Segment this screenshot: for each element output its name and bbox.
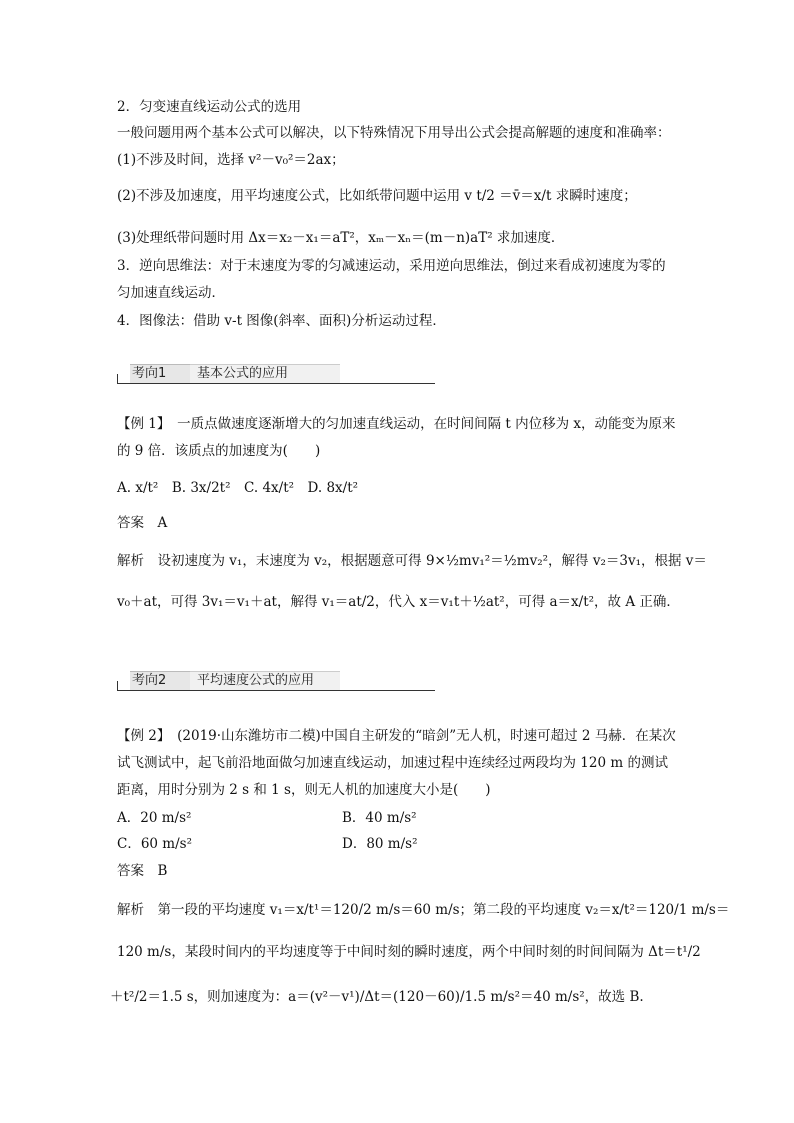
topic-1-header <box>117 361 435 385</box>
example-2-question-line3: 距离，用时分别为 2 s 和 1 s，则无人机的加速度大小是( ) <box>117 782 491 798</box>
example-2-option-d: D．80 m/s² <box>342 836 418 852</box>
example-2-solution-line3: ＋t²/2＝1.5 s，则加速度为：a＝(v²－v¹)/Δt＝(120－60)/1.5 m/s²＝40 m/s²，故选 B. <box>110 989 644 1005</box>
example-2-option-a: A．20 m/s² <box>117 810 192 826</box>
section-heading-3-line1: 3．逆向思维法：对于末速度为零的匀减速运动，采用逆向思维法，倒过来看成初速度为零的 <box>117 258 666 274</box>
topic-1-rule <box>117 383 435 384</box>
example-2-question-line1: 【例 2】 (2019·山东潍坊市二模)中国自主研发的“暗剑”无人机，时速可超过 2 马赫．在某次 <box>117 728 676 744</box>
topic-2-title: 平均速度公式的应用 <box>197 673 315 688</box>
topic-2-header <box>117 668 435 692</box>
example-2-option-b: B．40 m/s² <box>342 810 417 826</box>
example-2-answer: 答案 B <box>117 863 168 879</box>
section-heading-2: 2．匀变速直线运动公式的选用 <box>117 99 302 115</box>
example-2-solution-line2: 120 m/s，某段时间内的平均速度等于中间时刻的瞬时速度，两个中间时刻的时间间隔为 Δt＝t¹/2 <box>117 944 701 960</box>
topic-1-label: 考向1 <box>132 366 167 381</box>
example-1-solution-line1: 解析 设初速度为 v₁，末速度为 v₂，根据题意可得 9×½mv₁²＝½mv₂²，解得 v₂＝3v₁，根据 v＝ <box>117 553 707 569</box>
intro-text: 一般问题用两个基本公式可以解决，以下特殊情况下用导出公式会提高解题的速度和准确率： <box>117 125 671 141</box>
example-1-options: A. x/t² B. 3x/2t² C. 4x/t² D. 8x/t² <box>117 480 359 496</box>
example-2-solution-line1: 解析 第一段的平均速度 v₁＝x/t¹＝120/2 m/s＝60 m/s；第二段的平均速度 v₂＝x/t²＝120/1 m/s＝ <box>117 902 730 918</box>
example-2-question-line2: 试飞测试中，起飞前沿地面做匀加速直线运动，加速过程中连续经过两段均为 120 m 的测试 <box>117 755 668 771</box>
item-1: (1)不涉及时间，选择 v²－v₀²＝2ax； <box>117 152 345 168</box>
item-3: (3)处理纸带问题时用 Δx＝x₂－x₁＝aT²，xₘ－xₙ＝(m－n)aT² 求加速度． <box>117 230 565 246</box>
example-1-question-line2: 的 9 倍．该质点的加速度为( ) <box>117 443 321 459</box>
topic-2-label: 考向2 <box>132 673 167 688</box>
item-2: (2)不涉及加速度，用平均速度公式，比如纸带问题中运用 v t/2 ＝v̄＝x/t 求瞬时速度； <box>117 188 637 204</box>
topic-1-title: 基本公式的应用 <box>197 366 289 381</box>
example-1-solution-line2: v₀＋at，可得 3v₁＝v₁＋at，解得 v₁＝at/2，代入 x＝v₁t＋½at²，可得 a＝x/t²，故 A 正确． <box>117 594 680 610</box>
section-heading-4: 4．图像法：借助 v-t 图像(斜率、面积)分析运动过程． <box>117 313 446 329</box>
topic-2-rule <box>117 690 435 691</box>
example-2-option-c: C．60 m/s² <box>117 836 192 852</box>
example-1-question-line1: 【例 1】 一质点做速度逐渐增大的匀加速直线运动，在时间间隔 t 内位移为 x，动能变为原来 <box>117 416 676 432</box>
example-1-answer: 答案 A <box>117 515 168 531</box>
section-heading-3-line2: 匀加速直线运动． <box>117 285 225 301</box>
